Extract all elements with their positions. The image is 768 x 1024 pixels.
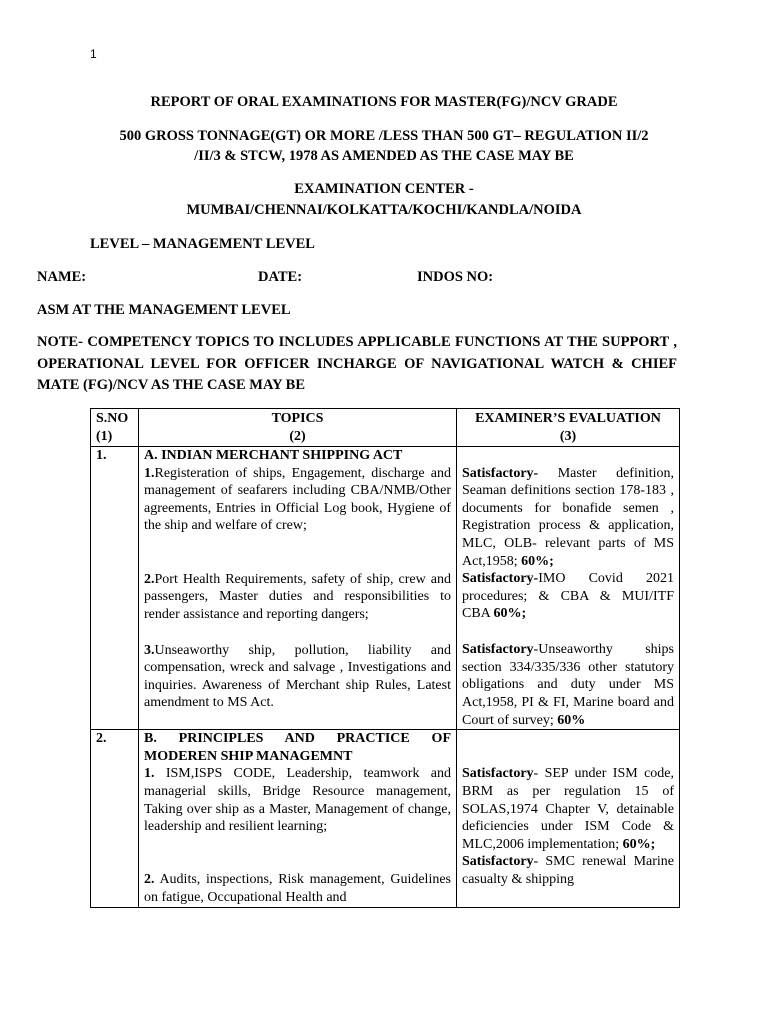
- table-row: [91, 730, 680, 907]
- date-label: DATE:: [258, 269, 303, 285]
- evaluation-item: [462, 641, 674, 729]
- topic-item: [144, 642, 451, 712]
- header-evaluation: [457, 409, 680, 447]
- evaluation-label: Satisfactory: [462, 854, 534, 870]
- topic-number: 2.: [144, 571, 155, 587]
- topic-text: Registeration of ships, Engagement, discharge and management of seafarers including CBA/NMB/Other agreements, Entries in Official Log book, Hygiene of the ship and welfare of crew;: [144, 465, 451, 534]
- evaluation-text: IMO Covid 2021 procedures; & CBA & MUI/ITF CBA: [462, 571, 674, 622]
- evaluation-label: Satisfactory: [462, 766, 534, 782]
- evaluation-item: [462, 570, 674, 641]
- header-evaluation-number: (3): [559, 429, 577, 444]
- header-evaluation-label: EXAMINER’S EVALUATION: [475, 411, 661, 426]
- header-sno-number: (1): [96, 429, 113, 444]
- evaluation-label: Satisfactory: [462, 642, 534, 658]
- table-row: [91, 447, 680, 730]
- evaluation-percent: 60%;: [521, 553, 554, 569]
- topic-number: 1.: [144, 766, 155, 782]
- evaluation-label: Satisfactory-: [462, 571, 539, 587]
- evaluation-text: - SMC renewal Marine casualty & shipping: [462, 854, 674, 887]
- header-sno: [91, 409, 139, 447]
- exam-center-heading: EXAMINATION CENTER -: [294, 181, 474, 197]
- report-subtitle-line1: 500 GROSS TONNAGE(GT) OR MORE /LESS THAN 500 GT– REGULATION II/2: [119, 128, 649, 144]
- row-evaluation: [457, 730, 680, 907]
- indos-label: INDOS NO:: [417, 269, 494, 285]
- row-topics: [139, 447, 457, 730]
- topic-text: ISM,ISPS CODE, Leadership, teamwork and managerial skills, Bridge Resource management, Taking over ship as a Master, Management of change, leadership and resilient learning;: [144, 766, 451, 835]
- topic-item: [144, 765, 451, 871]
- evaluation-percent: 60%: [557, 712, 586, 728]
- topic-item: [144, 571, 451, 642]
- topic-item: [144, 871, 451, 906]
- evaluation-percent: 60%;: [493, 606, 527, 622]
- row-topics: [139, 730, 457, 907]
- table-header-row: [91, 409, 680, 447]
- asm-heading: ASM AT THE MANAGEMENT LEVEL: [37, 302, 291, 318]
- evaluation-item: [462, 853, 674, 888]
- name-label: NAME:: [37, 269, 87, 285]
- topic-item: [144, 465, 451, 571]
- level-heading: LEVEL – MANAGEMENT LEVEL: [90, 236, 315, 252]
- topic-text: Unseaworthy ship, pollution, liability and compensation, wreck and salvage , Investigations and inquiries. Awareness of Merchant ship Rules, Latest amendment to MS Act.: [144, 642, 451, 711]
- row-sno: 1.: [91, 447, 139, 730]
- topic-number: 3.: [144, 642, 155, 658]
- evaluation-item: [462, 465, 674, 571]
- header-topics: [139, 409, 457, 447]
- header-topics-number: (2): [289, 429, 306, 444]
- row-evaluation: [457, 447, 680, 730]
- row-sno: 2.: [91, 730, 139, 907]
- section-heading: A. INDIAN MERCHANT SHIPPING ACT: [144, 448, 403, 463]
- exam-center-list: MUMBAI/CHENNAI/KOLKATTA/KOCHI/KANDLA/NOIDA: [186, 202, 582, 218]
- evaluation-item: [462, 765, 674, 853]
- evaluation-text: Master definition, Seaman definitions section 178-183 , documents for bonafide semen , Registration process & application, MLC, OLB- relevant parts of MS Act,1958;: [462, 465, 674, 569]
- evaluation-percent: 60%;: [622, 836, 656, 852]
- report-subtitle-line2: /II/3 & STCW, 1978 AS AMENDED AS THE CASE MAY BE: [194, 148, 574, 164]
- section-heading: B. PRINCIPLES AND PRACTICE OF MODEREN SHIP MANAGEMNT: [144, 731, 451, 764]
- evaluation-table: [90, 408, 680, 908]
- topic-number: 1.: [144, 465, 155, 481]
- evaluation-text: -Unseaworthy ships section 334/335/336 other statutory obligations and duty under MS Act,1958, PI & FI, Marine board and Court of survey;: [462, 642, 674, 728]
- note-paragraph: NOTE- COMPETENCY TOPICS TO INCLUDES APPLICABLE FUNCTIONS AT THE SUPPORT , OPERATIONAL LEVEL FOR OFFICER INCHARGE OF NAVIGATIONAL WATCH & CHIEF MATE (FG)/NCV AS THE CASE MAY BE: [37, 334, 677, 393]
- page-number: 1: [90, 47, 97, 61]
- report-title: REPORT OF ORAL EXAMINATIONS FOR MASTER(FG)/NCV GRADE: [150, 94, 618, 110]
- header-topics-label: TOPICS: [271, 411, 324, 426]
- topic-number: 2.: [144, 872, 155, 888]
- topic-text: Audits, inspections, Risk management, Guidelines on fatigue, Occupational Health and: [144, 872, 451, 905]
- evaluation-text: - SEP under ISM code, BRM as per regulation 15 of SOLAS,1974 Chapter V, detainable deficiencies under ISM Code & MLC,2006 implementation;: [462, 766, 674, 852]
- topic-text: Port Health Requirements, safety of ship, crew and passengers, Master duties and responsibilities to render assistance and reporting dangers;: [144, 571, 451, 622]
- header-sno-label: S.NO: [96, 411, 129, 426]
- evaluation-label: Satisfactory-: [462, 465, 539, 481]
